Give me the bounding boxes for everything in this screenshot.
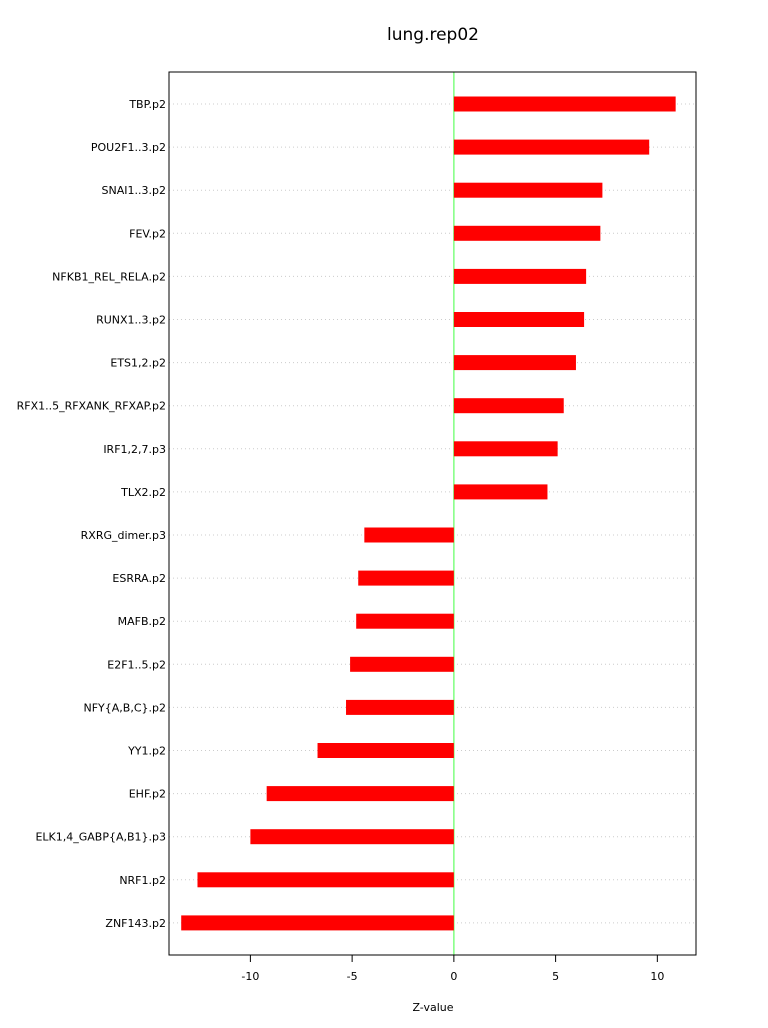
- category-label: NFY{A,B,C}.p2: [83, 701, 166, 715]
- bar: [454, 398, 564, 413]
- category-label: RFX1..5_RFXANK_RFXAP.p2: [16, 399, 166, 413]
- bar: [350, 657, 454, 672]
- bar: [181, 915, 454, 930]
- x-tick-label: 5: [552, 970, 560, 983]
- category-label: TLX2.p2: [121, 485, 166, 499]
- bar: [454, 312, 584, 327]
- bar: [250, 829, 453, 844]
- bar: [197, 872, 453, 887]
- bar: [318, 743, 454, 758]
- bar: [454, 183, 603, 198]
- category-label: NRF1.p2: [119, 873, 166, 887]
- chart-title: lung.rep02: [387, 25, 479, 45]
- x-tick-label: 10: [650, 970, 665, 983]
- bar: [346, 700, 454, 715]
- category-label: FEV.p2: [129, 227, 166, 241]
- category-label: E2F1..5.p2: [107, 658, 166, 672]
- bar: [358, 571, 454, 586]
- bar: [267, 786, 454, 801]
- bars: [181, 97, 675, 931]
- category-labels: [17, 98, 166, 930]
- category-label: EHF.p2: [128, 787, 166, 801]
- x-axis-title: Z-value: [412, 1001, 454, 1014]
- bar: [454, 226, 601, 241]
- category-label: SNAI1..3.p2: [101, 184, 166, 198]
- x-tick-label: 0: [450, 970, 458, 983]
- plot-frame: [169, 72, 696, 955]
- category-label: POU2F1..3.p2: [90, 141, 166, 155]
- category-label: RXRG_dimer.p3: [80, 529, 166, 542]
- category-label: ZNF143.p2: [105, 916, 166, 930]
- bar: [356, 614, 454, 629]
- category-label: IRF1,2,7.p3: [103, 442, 166, 456]
- category-label: ETS1,2.p2: [110, 356, 166, 370]
- x-axis: [241, 955, 664, 983]
- category-label: RUNX1..3.p2: [96, 313, 166, 327]
- bar: [454, 355, 576, 370]
- x-tick-label: -5: [346, 970, 358, 983]
- category-label: YY1.p2: [128, 744, 166, 758]
- category-label: MAFB.p2: [117, 615, 166, 629]
- category-label: TBP.p2: [129, 98, 166, 111]
- bar: [454, 97, 676, 112]
- bar: [454, 484, 548, 499]
- category-label: ESRRA.p2: [112, 572, 166, 586]
- bar: [454, 441, 558, 456]
- bar: [454, 140, 649, 155]
- x-tick-label: -10: [241, 970, 260, 983]
- category-label: NFKB1_REL_RELA.p2: [52, 270, 166, 284]
- category-label: ELK1,4_GABP{A,B1}.p3: [35, 830, 166, 844]
- bar: [454, 269, 586, 284]
- bar: [364, 528, 454, 543]
